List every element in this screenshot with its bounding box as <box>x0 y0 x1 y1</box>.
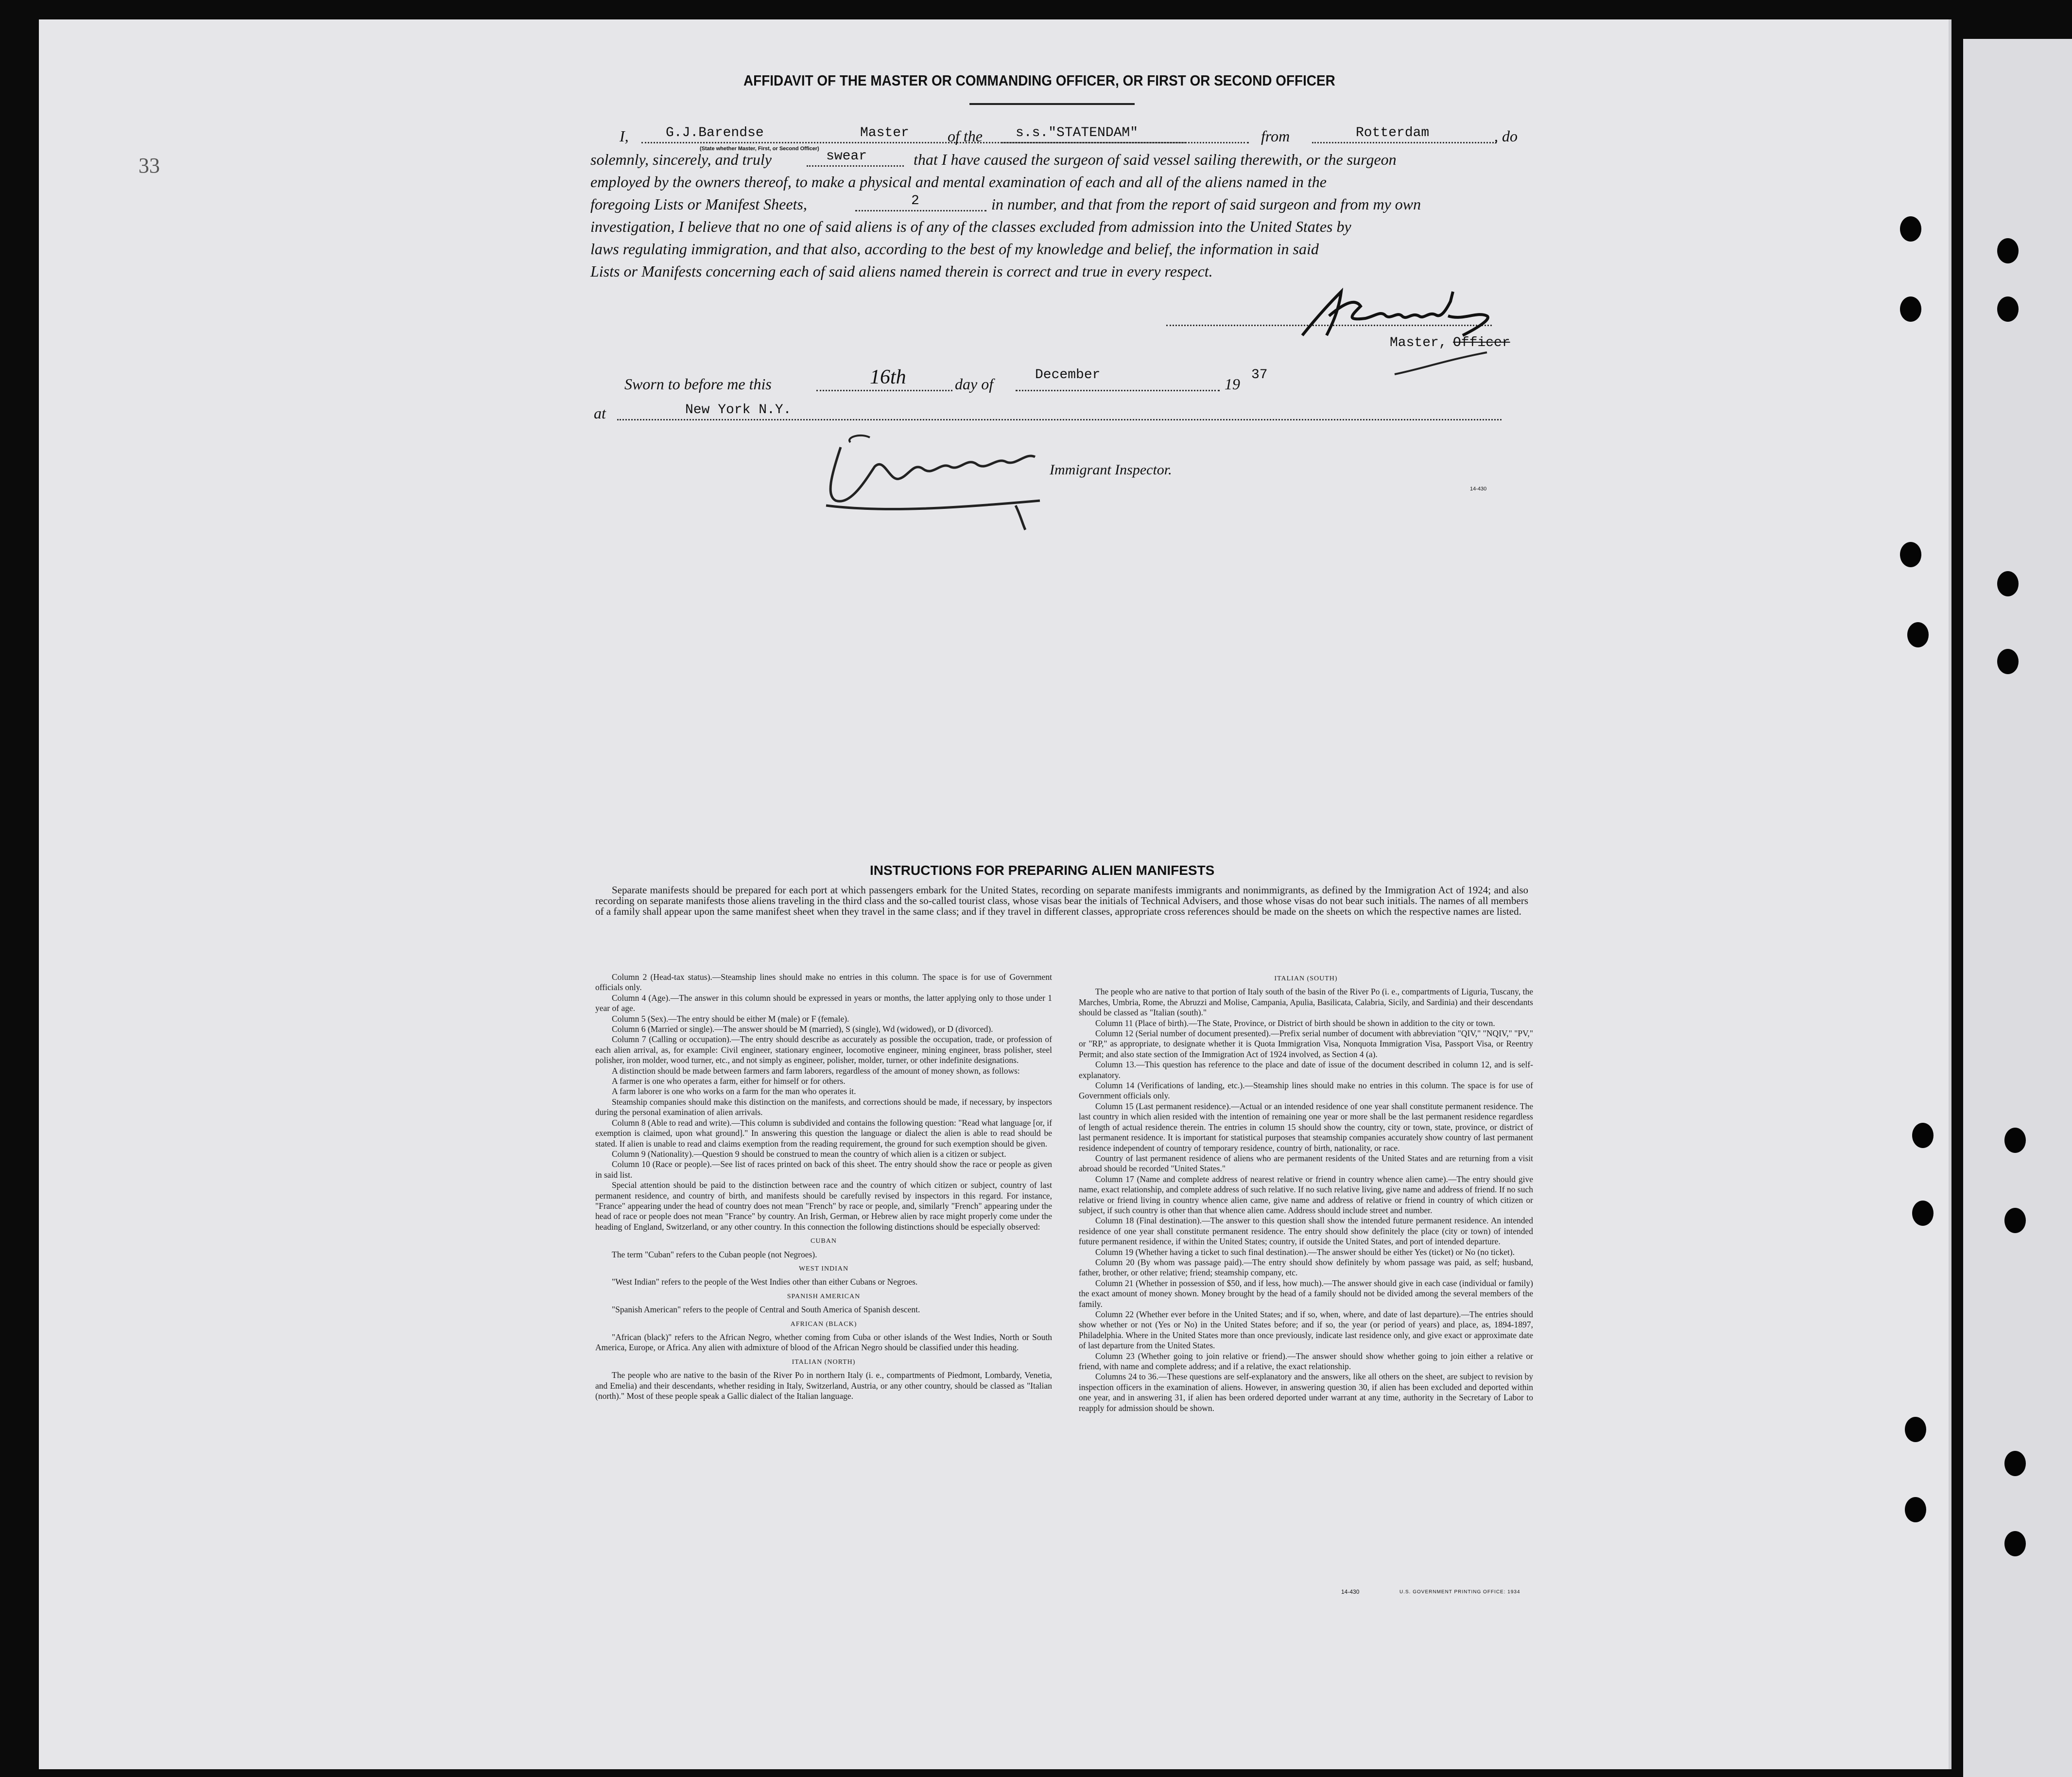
ship-name: s.s."STATENDAM" <box>1016 125 1139 140</box>
punch-hole <box>1997 649 2019 674</box>
instruction-paragraph: Columns 24 to 36.—These questions are self-explanatory and the answers, like all others on the sheet, are subject to revision by inspection officers in the examination of aliens. However, in answering question 30, if alien has been excluded and deported within one year, and in answering 31, if alien has been ordered deported under warrant at any time, authority in the Secretary of Labor to reapply for admission should be shown. <box>1079 1372 1533 1413</box>
ship-blank <box>1001 142 1249 143</box>
inspector-title: Immigrant Inspector. <box>1050 462 1172 478</box>
inspector-signature <box>812 428 1122 535</box>
sheets-value: 2 <box>911 193 919 209</box>
day-value: 16th <box>870 366 906 388</box>
punch-hole <box>2004 1531 2026 1556</box>
margin-mark: 33 <box>138 154 160 177</box>
instruction-paragraph: The people who are native to that portion of Italy south of the basin of the River Po (i. e., compartments of Liguria, Tuscany, the Marches, Umbria, Rome, the Abruzzi and Molise, Campania, Apulia, Basilicata, Calabria, Sicily, and Sardinia) and their descendants should be classed as "Italian (south)." <box>1079 987 1533 1018</box>
underlying-page <box>1963 39 2072 1777</box>
instruction-paragraph: A distinction should be made between farmers and farm laborers, regardless of the amount of money shown, as follows: <box>612 1065 1020 1076</box>
master-name: G.J.Barendse <box>666 125 764 140</box>
section-heading: CUBAN <box>810 1237 837 1245</box>
instruction-paragraph: Column 4 (Age).—The answer in this column should be expressed in years or months, the latter applying only to those under 1 year of age. <box>595 993 1052 1013</box>
affidavit-line4b: in number, and that from the report of said surgeon and from my own <box>991 195 1421 213</box>
affidavit-line2b: that I have caused the surgeon of said vessel sailing therewith, or the surgeon <box>914 151 1397 168</box>
instruction-paragraph: Column 17 (Name and complete address of nearest relative or friend in country whence alien came).—The entry should give name, exact relationship, and complete address of such relative. If no such relative living, give name and address of friend. If no such relative or friend living in country whence alien came, give name and address of relative or friend in country of which citizen or subject, if such country is other than that whence alien came. Address should include street and number. <box>1079 1174 1533 1215</box>
place-blank <box>617 419 1502 420</box>
rank-value: Master <box>860 125 909 140</box>
affidavit-line2a: solemnly, sincerely, and truly <box>590 151 772 168</box>
instruction-paragraph: Column 8 (Able to read and write).—This column is subdivided and contains the following question: "Read what language [or, if exemption is claimed, upon what ground]." In answering this question the language or dialect the alien is able to read should be stated. If alien is unable to read and claims exemption from the reading requirement, the ground for such exemption should be given. <box>595 1117 1052 1149</box>
punch-hole <box>1912 1201 1934 1226</box>
instructions-right-column <box>1079 970 1533 1413</box>
punch-hole <box>1900 296 1921 322</box>
oath-blank <box>807 165 904 167</box>
instruction-paragraph: Column 10 (Race or people).—See list of races printed on back of this sheet. The entry should show the race or people as given in said list. <box>595 1159 1052 1180</box>
punch-hole <box>2004 1208 2026 1233</box>
sworn-label: Sworn to before me this <box>624 375 772 393</box>
form-number: 14-430 <box>1470 486 1487 492</box>
instruction-paragraph: Column 11 (Place of birth).—The State, Province, or District of birth should be shown in addition to the city or town. <box>1095 1018 1495 1028</box>
instruction-paragraph: Column 12 (Serial number of document presented).—Prefix serial number of document with abbreviation "QIV," "NQIV," "PV," or "RP," as appropriate, to designate whether it is Quota Immigration Visa, Nonquota Immigration Visa, Passport Visa, or Reentry Permit; and also state section of the Immigration Act of 1924 involved, as Section 4 (a). <box>1079 1028 1533 1059</box>
signer-title: Master, <box>1390 335 1447 350</box>
affidavit-title: AFFIDAVIT OF THE MASTER OR COMMANDING OFFICER, OR FIRST OR SECOND OFFICER <box>743 72 1335 89</box>
instruction-paragraph: "African (black)" refers to the African Negro, whether coming from Cuba or other islands of the West Indies, North or South America, Europe, or Africa. Any alien with admixture of blood of the African Negro should be classified under this heading. <box>595 1332 1052 1353</box>
instruction-paragraph: Column 21 (Whether in possession of $50, and if less, how much).—The answer should give in each case (individual or family) the exact amount of money shown. Money brought by the head of a family should not be divided among the several members of the family. <box>1079 1278 1533 1309</box>
instruction-paragraph: Column 15 (Last permanent residence).—Actual or an intended residence of one year shall constitute permanent residence. The last country in which alien resided with the intention of remaining one year or more shall be the last permanent residence regardless of length of actual residence therein. The entries in column 15 should show the country, city or town, state, province, or district of last permanent residence. It is important for statistical purposes that steamship companies accurately show country of last permanent residence independent of country of temporary residence, country of birth, nationality, or race. <box>1079 1101 1533 1153</box>
day-blank <box>816 390 952 391</box>
title-rule <box>969 103 1135 105</box>
at-label: at <box>594 404 606 422</box>
oath-value: swear <box>826 149 867 164</box>
month-value: December <box>1035 367 1101 383</box>
affidavit-line5: investigation, I believe that no one of said aliens is of any of the classes excluded from admission into the United States by <box>590 218 1351 235</box>
instruction-paragraph: Column 22 (Whether ever before in the United States; and if so, when, where, and date of last departure).—The entries should show whether or not (Yes or No) in the United States before; and if so, the year (or period of years) and place, as, 1894-1897, Philadelphia. Where in the United States more than once previously, indicate last residence only, and give exact or approximate date of last departure from the United States. <box>1079 1309 1533 1351</box>
instruction-paragraph: Column 13.—This question has reference to the place and date of issue of the document described in column 12, and is self-explanatory. <box>1079 1060 1533 1080</box>
punch-hole <box>1907 622 1929 647</box>
word-i: I, <box>620 127 629 145</box>
instruction-paragraph: The term "Cuban" refers to the Cuban people (not Negroes). <box>612 1249 817 1259</box>
affidavit-line7: Lists or Manifests concerning each of said aliens named therein is correct and true in every respect. <box>590 262 1213 280</box>
instruction-paragraph: Steamship companies should make this distinction on the manifests, and corrections should be made, if necessary, by inspectors during the personal examination of alien arrivals. <box>595 1097 1052 1117</box>
instruction-paragraph: A farmer is one who operates a farm, either for himself or for others. <box>612 1076 846 1086</box>
sheets-blank <box>855 210 986 211</box>
instruction-paragraph: The people who are native to the basin of the River Po in northern Italy (i. e., compartments of Piedmont, Lombardy, Venetia, and Emelia) and their descendants, whether residing in Italy, Switzerland, Austria, or any other country, should be classed as "Italian (north)." Most of these people speak a Gallic dialect of the Italian language. <box>595 1370 1052 1401</box>
place-value: New York N.Y. <box>685 402 792 418</box>
affidavit-line3: employed by the owners thereof, to make a physical and mental examination of each and all of the aliens named in the <box>590 173 1327 191</box>
instructions-left-column <box>595 972 1052 1401</box>
instruction-paragraph: Column 14 (Verifications of landing, etc.).—Steamship lines should make no entries in this column. The space is for use of Government officials only. <box>1079 1080 1533 1101</box>
punch-hole <box>2004 1451 2026 1476</box>
punch-hole <box>1905 1497 1926 1522</box>
month-blank <box>1016 390 1220 391</box>
punch-hole <box>1900 542 1921 567</box>
punch-hole <box>1997 296 2019 322</box>
port-value: Rotterdam <box>1356 125 1430 140</box>
instruction-paragraph: Column 18 (Final destination).—The answer to this question shall show the intended future permanent residence. An intended residence of one year shall constitute permanent residence. The entry should show definitely the place (city or town) of intended future permanent residence, if within the United States; country, if outside the United States, and port of intended departure. <box>1079 1216 1533 1247</box>
instructions-intro <box>595 885 1528 917</box>
instruction-paragraph: Column 9 (Nationality).—Question 9 should be construed to mean the country of which alien is a citizen or subject. <box>612 1149 1006 1159</box>
instruction-paragraph: Column 19 (Whether having a ticket to such final destination).—The answer should be either Yes (ticket) or No (no ticket). <box>1095 1247 1515 1257</box>
instruction-paragraph: "Spanish American" refers to the people of Central and South America of Spanish descent. <box>612 1305 920 1315</box>
do-label: , do <box>1494 127 1518 145</box>
instruction-paragraph: Column 23 (Whether going to join relative or friend).—The answer should show whether going to join either a relative or friend, with name and complete address; and if a relative, the exact relationship. <box>1079 1351 1533 1372</box>
punch-hole <box>1997 571 2019 596</box>
instruction-paragraph: Column 7 (Calling or occupation).—The entry should describe as accurately as possible the occupation, trade, or profession of each alien arrival, as, for example: Civil engineer, stationary engineer, locomotive engineer, mining engineer, brass polisher, steel polisher, iron molder, wood turner, etc., and not simply as engineer, polisher, molder, turner, or other indefinite designations. <box>595 1034 1052 1065</box>
year-prefix: 19 <box>1225 375 1240 393</box>
signature-flourish <box>1390 350 1497 379</box>
year-value: 37 <box>1251 367 1268 383</box>
signer-title-struck: Officer <box>1453 335 1510 350</box>
punch-hole <box>1997 238 2019 263</box>
instruction-paragraph: "West Indian" refers to the people of the West Indies other than either Cubans or Negroes. <box>612 1277 918 1287</box>
instruction-paragraph: Column 2 (Head-tax status).—Steamship lines should make no entries in this column. The space is for use of Government officials only. <box>595 972 1052 993</box>
instruction-paragraph: Column 6 (Married or single).—The answer should be M (married), S (single), Wd (widowed), or D (divorced). <box>612 1024 993 1034</box>
of-the-label: of the <box>948 127 983 145</box>
section-heading: SPANISH AMERICAN <box>787 1292 861 1300</box>
punch-hole <box>2004 1128 2026 1153</box>
section-heading: AFRICAN (BLACK) <box>790 1320 857 1328</box>
instruction-paragraph: Country of last permanent residence of aliens who are permanent residents of the United States and are returning from a visit abroad should be recorded "United States." <box>1079 1153 1533 1174</box>
from-label: from <box>1261 127 1290 145</box>
instructions-title: INSTRUCTIONS FOR PREPARING ALIEN MANIFESTS <box>870 863 1215 878</box>
footer-form-number: 14-430 <box>1341 1588 1360 1595</box>
day-of-label: day of <box>955 375 994 393</box>
section-heading: WEST INDIAN <box>798 1265 849 1272</box>
instruction-paragraph: A farm laborer is one who works on a farm for the man who operates it. <box>612 1086 856 1097</box>
instruction-paragraph: Column 5 (Sex).—The entry should be either M (male) or F (female). <box>612 1013 849 1024</box>
section-heading: ITALIAN (NORTH) <box>792 1358 856 1366</box>
punch-hole <box>1905 1417 1926 1442</box>
instruction-paragraph: Column 20 (By whom was passage paid).—The entry should show definitely by whom passage was paid, as self; husband, father, brother, or other relative; friend; steamship company, etc. <box>1079 1257 1533 1278</box>
punch-hole <box>1900 216 1921 242</box>
footer-printer: U.S. GOVERNMENT PRINTING OFFICE: 1934 <box>1399 1589 1520 1595</box>
affidavit-line6: laws regulating immigration, and that also, according to the best of my knowledge and belief, the information in said <box>590 240 1319 258</box>
affidavit-line4a: foregoing Lists or Manifest Sheets, <box>590 195 807 213</box>
intro-paragraph: Separate manifests should be prepared for each port at which passengers embark for the United States, recording on separate manifests immigrants and nonimmigrants, as defined by the Immigration Act of 1924; and also recording on separate manifests those aliens traveling in the third class and the so-called tourist class, whose visas bear the initials of Technical Advisers, and those whose visas do not bear such initials. The names of all members of a family shall appear upon the same manifest sheet when they travel in the same class; and if they travel in different classes, appropriate cross references should be made on the sheets on which the respective names are listed. <box>595 884 1528 917</box>
rank-note: (State whether Master, First, or Second Officer) <box>700 146 819 152</box>
instruction-paragraph: Special attention should be paid to the distinction between race and the country of which citizen or subject, country of last permanent residence, and country of birth, and manifests should be carefully revised by inspectors in this regard. For instance, "France" appearing under the head of country does not mean "French" by race or people, and, similarly "French" appearing under the head of race or people does not mean "France" by country. An Irish, German, or Hebrew alien by race might properly come under the heading of England, Switzerland, or any other country. In this connection the following distinctions should be especially observed: <box>595 1180 1052 1232</box>
section-heading: ITALIAN (SOUTH) <box>1274 975 1338 982</box>
punch-hole <box>1912 1123 1934 1148</box>
port-blank <box>1312 142 1497 143</box>
